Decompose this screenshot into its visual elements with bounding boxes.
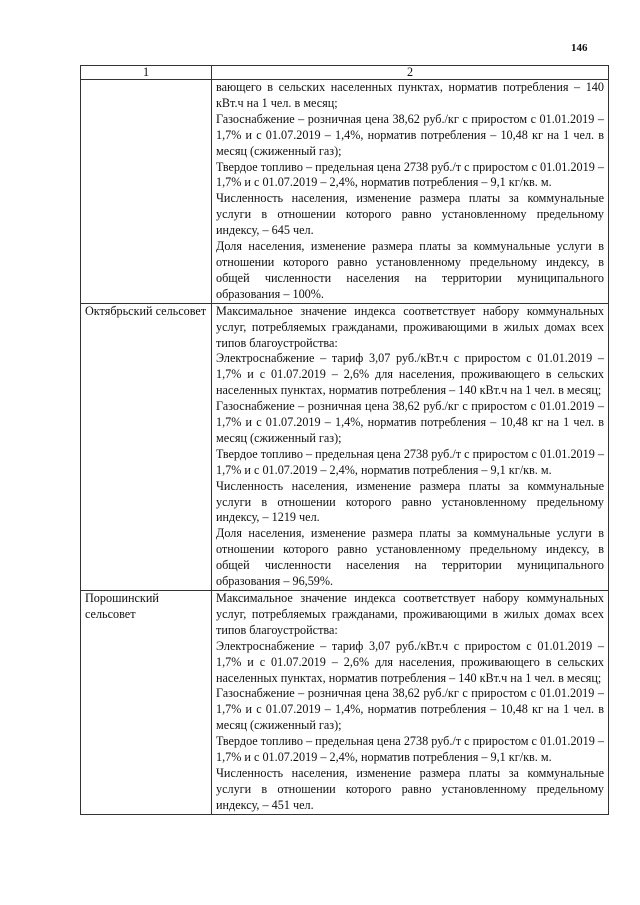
description-paragraph: Твердое топливо – предельная цена 2738 руб./т с приростом с 01.01.2019 – 1,7% и с 01.07.2019 – 2,4%, норматив потребления – 9,1 кг/кв. м. (216, 446, 604, 477)
table-row (81, 80, 609, 304)
description-cell (212, 591, 609, 815)
description-paragraph: Твердое топливо – предельная цена 2738 руб./т с приростом с 01.01.2019 – 1,7% и с 01.07.2019 – 2,4%, норматив потребления – 9,1 кг/кв. м. (216, 734, 604, 765)
description-paragraph: Газоснабжение – розничная цена 38,62 руб./кг с приростом с 01.01.2019 – 1,7% и с 01.07.2019 – 1,4%, норматив потребления – 10,48 кг на 1 чел. в месяц (сжиженный газ); (216, 111, 604, 158)
header-row (81, 66, 609, 80)
description-paragraph: Газоснабжение – розничная цена 38,62 руб./кг с приростом с 01.01.2019 – 1,7% и с 01.07.2019 – 1,4%, норматив потребления – 10,48 кг на 1 чел. в месяц (сжиженный газ); (216, 686, 604, 733)
column-header-1: 1 (81, 66, 212, 80)
column-header-2: 2 (212, 66, 609, 80)
municipality-name (81, 80, 212, 304)
description-paragraph: Электроснабжение – тариф 3,07 руб./кВт.ч с приростом с 01.01.2019 – 1,7% и с 01.07.2019 – 2,6% для населения, проживающего в сельских населенных пунктах, норматив потребления – 140 кВт.ч на 1 чел. в месяц; (216, 638, 604, 685)
page-number: 146 (571, 42, 588, 54)
description-paragraph: Доля населения, изменение размера платы за коммунальные услуги в отношении которого равно установленному предельному индексу, в общей численности населения на территории муниципального образования – 100%. (216, 239, 604, 301)
description-cell (212, 80, 609, 304)
description-paragraph: Численность населения, изменение размера платы за коммунальные услуги в отношении которого равно установленному предельному индексу, – 451 чел. (216, 765, 604, 812)
municipality-name: Порошинский сельсовет (81, 591, 212, 815)
description-cell (212, 303, 609, 590)
description-paragraph: Максимальное значение индекса соответствует набору коммунальных услуг, потребляемых гражданами, проживающими в жилых домах всех типов благоустройства: (216, 591, 604, 637)
description-paragraph: вающего в сельских населенных пунктах, норматив потребления – 140 кВт.ч на 1 чел. в месяц; (216, 80, 604, 110)
description-paragraph: Доля населения, изменение размера платы за коммунальные услуги в отношении которого равно установленному предельному индексу, в общей численности населения на территории муниципального образования – 96,59%. (216, 526, 604, 589)
municipality-name: Октябрьский сельсовет (81, 303, 212, 590)
description-paragraph: Газоснабжение – розничная цена 38,62 руб./кг с приростом с 01.01.2019 – 1,7% и с 01.07.2019 – 1,4%, норматив потребления – 10,48 кг на 1 чел. в месяц (сжиженный газ); (216, 399, 604, 445)
table-row (81, 591, 609, 815)
description-paragraph: Численность населения, изменение размера платы за коммунальные услуги в отношении которого равно установленному предельному индексу, – 1219 чел. (216, 478, 604, 525)
description-paragraph: Твердое топливо – предельная цена 2738 руб./т с приростом с 01.01.2019 – 1,7% и с 01.07.2019 – 2,4%, норматив потребления – 9,1 кг/кв. м. (216, 159, 604, 190)
description-paragraph: Максимальное значение индекса соответствует набору коммунальных услуг, потребляемых гражданами, проживающими в жилых домах всех типов благоустройства: (216, 303, 604, 350)
description-paragraph: Электроснабжение – тариф 3,07 руб./кВт.ч с приростом с 01.01.2019 – 1,7% и с 01.07.2019 – 2,6% для населения, проживающего в сельских населенных пунктах, норматив потребления – 140 кВт.ч на 1 чел. в месяц; (216, 351, 604, 398)
data-table (80, 65, 609, 815)
description-paragraph: Численность населения, изменение размера платы за коммунальные услуги в отношении которого равно установленному предельному индексу, – 645 чел. (216, 191, 604, 238)
table-row (81, 303, 609, 590)
